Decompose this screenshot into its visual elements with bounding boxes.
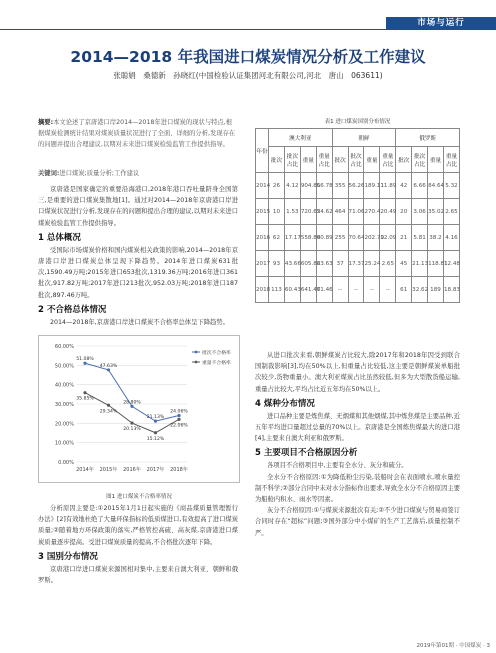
table-cell: --: [380, 277, 396, 303]
table-cell: 25.24: [364, 251, 380, 277]
y-tick-label: 50.00%: [54, 363, 74, 370]
sub-header: 批次: [269, 147, 285, 173]
table-cell: 71.06: [348, 199, 364, 225]
data-label: 20.13%: [123, 427, 141, 433]
table-cell: 270.4: [364, 199, 380, 225]
abstract-text: 本文论述了京唐港口岸2014—2018年进口煤炭的现状与特点,根据煤炭检测统计结果对煤炭质量状况进行了全面、详细的分析,发现存在的问题并提出合理建议,以期对未来进口煤炭检验监管工作提供指导。: [38, 119, 236, 149]
y-tick-label: 0.00%: [58, 460, 74, 466]
abstract: [38, 117, 238, 151]
table-row: [256, 277, 460, 303]
sub-header: 批次: [396, 147, 412, 173]
sub-header: 重量占比: [443, 147, 459, 173]
table-cell: 558.89: [300, 225, 316, 251]
x-tick-label: 2016年: [123, 467, 141, 473]
table-cell: 60.89: [316, 225, 332, 251]
sub-header: 重量占比: [380, 147, 396, 173]
table-cell: 4.16: [443, 225, 459, 251]
x-tick-label: 2015年: [99, 467, 118, 473]
left-column-bottom: [38, 503, 238, 586]
intro-paragraph: 京唐港是国家确定的重要沿海港口,2018年港口吞吐量跻身全国第三,是重要的进口煤炭集散地[1]。通过对2014—2018年京唐港口岸进口煤炭状况进行分析,发现存在的问题和提出合理的建议,以期对未来进口煤炭检验监管工作提供指导。: [38, 186, 238, 227]
data-label: 15.12%: [146, 436, 165, 442]
chart-caption: 图1 进口煤炭不合格率情况: [106, 494, 172, 500]
section-4-text: 进口品种主要是炼焦煤、无烟煤和其他烟煤,其中炼焦煤是主要品种,近五年平均进口量超过总量的70%以上。京唐港是全国炼焦煤最大的进口港[4],主要来自澳大利亚和俄罗斯。: [255, 412, 460, 443]
table-cell: 113: [269, 277, 285, 303]
right-column: [255, 350, 460, 539]
y-tick-label: 30.00%: [54, 402, 74, 408]
section-5-text-3: 灰分不合格原因:①与煤炭来源批次有关;②不少进口煤炭与贸易商签订合同时存在“超标”问题;③国外部分中小煤矿的生产工艺落后,质量控制不严。: [255, 507, 460, 537]
year-cell: 2016: [256, 225, 269, 251]
section-2-heading: 2 不合格总体情况: [38, 304, 107, 315]
year-cell: 2014: [256, 173, 269, 199]
year-header: 年份: [256, 129, 269, 173]
table-cell: 62: [269, 225, 285, 251]
sub-header: 重量占比: [316, 147, 332, 173]
section-1-text: 受国际市场煤炭价格和国内煤炭相关政策的影响,2014—2018年京唐港口岸进口煤炭总体呈现下降趋势。2014年进口煤炭631批次,1590.49万吨;2015年进口653批次,1319.36万吨;2016年进口361批次,917.82万吨;2017年进口213批次,952.03万吨;2018年进口187批次,897.46万吨。: [38, 246, 238, 299]
table-cell: 2.65: [443, 199, 459, 225]
table-cell: 56.78: [316, 173, 332, 199]
data-label: 22.06%: [170, 423, 188, 429]
keywords: [38, 168, 238, 179]
table-cell: 5.32: [443, 173, 459, 199]
section-5-text-2: 全水分不合格原因:①为降低粉尘污染,装船时会在表面喷水,喷水量控制不科学;②部分合同中未对水分指标作出要求,导致全水分不合格原因主要为船舱内积水、雨水等因素。: [255, 473, 460, 504]
table-cell: 26: [269, 173, 285, 199]
table-cell: 355: [332, 173, 348, 199]
data-label: 28.80%: [123, 400, 141, 406]
table-cell: 84.64: [428, 173, 444, 199]
sub-header: 重量: [300, 147, 316, 173]
chart-svg: [39, 336, 241, 484]
table-caption: 表1 进口煤炭国别分布情况: [324, 119, 391, 125]
page-footer: 2019年第01期 · 中国煤炭 · 3: [416, 643, 490, 649]
country-header-russia: 俄罗斯: [396, 129, 460, 147]
table-cell: 18.83: [443, 277, 459, 303]
sub-header: 重量: [428, 147, 444, 173]
data-point: [107, 404, 110, 407]
table-cell: 17.17: [284, 225, 300, 251]
data-label: 21.13%: [146, 415, 165, 421]
country-header-korea: 朝鲜: [332, 129, 396, 147]
data-label: 29.34%: [99, 409, 118, 415]
table-cell: 45: [396, 251, 412, 277]
section-tab: 市场与运行: [386, 17, 496, 30]
table-cell: 464: [332, 199, 348, 225]
table-cell: 60.43: [284, 277, 300, 303]
section-3-heading: 3 国别分布情况: [38, 551, 98, 562]
table-cell: 1.53: [284, 199, 300, 225]
data-point: [83, 391, 86, 394]
section-5-heading: 5 主要项目不合格原因分析: [255, 448, 358, 459]
table-cell: 70.64: [348, 225, 364, 251]
table-cell: --: [332, 277, 348, 303]
page-header: [0, 0, 496, 30]
table-cell: 42: [396, 173, 412, 199]
table-cell: 4.12: [284, 173, 300, 199]
table-cell: 202.79: [364, 225, 380, 251]
table-cell: 56.26: [348, 173, 364, 199]
data-label: 47.63%: [99, 363, 118, 369]
header-rule: [0, 29, 386, 30]
year-cell: 2017: [256, 251, 269, 277]
section-5-text-1: 各项目不合格项目中,主要有全水分、灰分和硫分。: [267, 462, 408, 470]
table-cell: 118.81: [428, 251, 444, 277]
data-label: 35.85%: [76, 396, 94, 402]
year-cell: 2018: [256, 277, 269, 303]
table-cell: 3.06: [412, 199, 428, 225]
table-cell: 904.86: [300, 173, 316, 199]
section-2-continued: 分析原因主要是:①2015年1月1日起实施的《商品煤质量管理暂行办法》[2]有效地杜绝了大量环保指标的低质煤进口,有效提高了进口煤炭质量;②随着地方环保政策的落实,严格管控高硫、高灰煤,京唐港进口煤炭质量逐步提高。受进口煤炭质量的提高,不合格批次逐年下降。: [38, 505, 238, 546]
x-tick-label: 2018年: [170, 467, 188, 473]
data-point: [177, 418, 180, 421]
table-cell: 54.62: [316, 199, 332, 225]
table-cell: 20.49: [380, 199, 396, 225]
legend-marker: [195, 361, 198, 364]
table-cell: 21: [396, 225, 412, 251]
table-row: [256, 173, 460, 199]
sub-header: 批次占比: [284, 147, 300, 173]
sub-header: 批次占比: [348, 147, 364, 173]
table-cell: 61: [396, 277, 412, 303]
legend-label: 重量不合格率: [202, 361, 231, 366]
left-column: [38, 184, 238, 328]
section-2-text: 2014—2018年,京唐港口岸进口煤炭不合格率总体呈下降趋势。: [50, 318, 229, 326]
y-tick-label: 40.00%: [54, 382, 74, 389]
data-point: [154, 431, 157, 434]
table-cell: 17.37: [348, 251, 364, 277]
data-point: [130, 421, 133, 424]
table-cell: 641.46: [300, 277, 316, 303]
table-note: 从进口批次来看,朝鲜煤炭占比较大,除2017年和2018年因受到联合国制裁影响[3],均在50%以上,但重量占比较低,这主要是朝鲜煤炭单船批次较少,货物重量小。澳大利亚煤炭占比虽然较低,但多为大型散货船运输,重量占比较大,平均占比近五年均在50%以上。: [255, 352, 460, 393]
country-table: [255, 128, 460, 303]
table-cell: 22.09: [380, 225, 396, 251]
table-cell: 12.48: [443, 251, 459, 277]
x-tick-label: 2017年: [146, 467, 165, 473]
line-chart: [38, 335, 240, 483]
table-cell: --: [348, 277, 364, 303]
legend-label: 批次不合格率: [202, 351, 231, 356]
country-header-australia: 澳大利亚: [269, 129, 333, 147]
abstract-label: 摘要:: [38, 119, 54, 126]
table-cell: 605.82: [300, 251, 316, 277]
table-cell: 93: [269, 251, 285, 277]
table-cell: 21.13: [412, 251, 428, 277]
x-tick-label: 2014年: [76, 467, 94, 473]
section-3-text: 京唐港口岸进口煤炭来源国相对集中,主要来自澳大利亚、朝鲜和俄罗斯。: [38, 565, 238, 585]
table-cell: 255: [332, 225, 348, 251]
keywords-label: 关键词:: [38, 170, 60, 177]
table-cell: 38.2: [428, 225, 444, 251]
table-cell: 2.65: [380, 251, 396, 277]
table-cell: 6.66: [412, 173, 428, 199]
table-cell: 10: [269, 199, 285, 225]
authors-line: 张聪娟 桑德新 孙晓红(中国检验认证集团河北有限公司,河北 唐山 063611): [113, 71, 383, 80]
section-4-heading: 4 煤种分布情况: [255, 398, 315, 409]
table-cell: 20: [396, 199, 412, 225]
table-cell: 189: [428, 277, 444, 303]
table-cell: 43.66: [284, 251, 300, 277]
table-row: [256, 199, 460, 225]
article-title: 2014—2018 年我国进口煤炭情况分析及工作建议: [70, 48, 426, 66]
table-cell: 35.02: [428, 199, 444, 225]
y-tick-label: 20.00%: [54, 421, 74, 428]
table-cell: 720.62: [300, 199, 316, 225]
data-label: 24.06%: [170, 409, 188, 415]
table-row: [256, 251, 460, 277]
table-cell: 189.11: [364, 173, 380, 199]
year-cell: 2015: [256, 199, 269, 225]
keywords-text: 进口煤炭;质量分析;工作建议: [59, 170, 140, 177]
sub-header: 批次: [332, 147, 348, 173]
y-tick-label: 60.00%: [54, 344, 74, 350]
table-cell: 37: [332, 251, 348, 277]
table-cell: 32.62: [412, 277, 428, 303]
table-row: [256, 225, 460, 251]
section-1-heading: 1 总体概况: [38, 232, 81, 243]
y-tick-label: 10.00%: [54, 440, 74, 447]
sub-header: 重量: [364, 147, 380, 173]
data-label: 51.08%: [76, 357, 94, 363]
table-cell: 71.46: [316, 277, 332, 303]
table-cell: 5.81: [412, 225, 428, 251]
table-cell: 11.89: [380, 173, 396, 199]
table-cell: --: [364, 277, 380, 303]
legend-marker: [195, 351, 198, 354]
sub-header: 批次占比: [412, 147, 428, 173]
table-cell: 63.63: [316, 251, 332, 277]
